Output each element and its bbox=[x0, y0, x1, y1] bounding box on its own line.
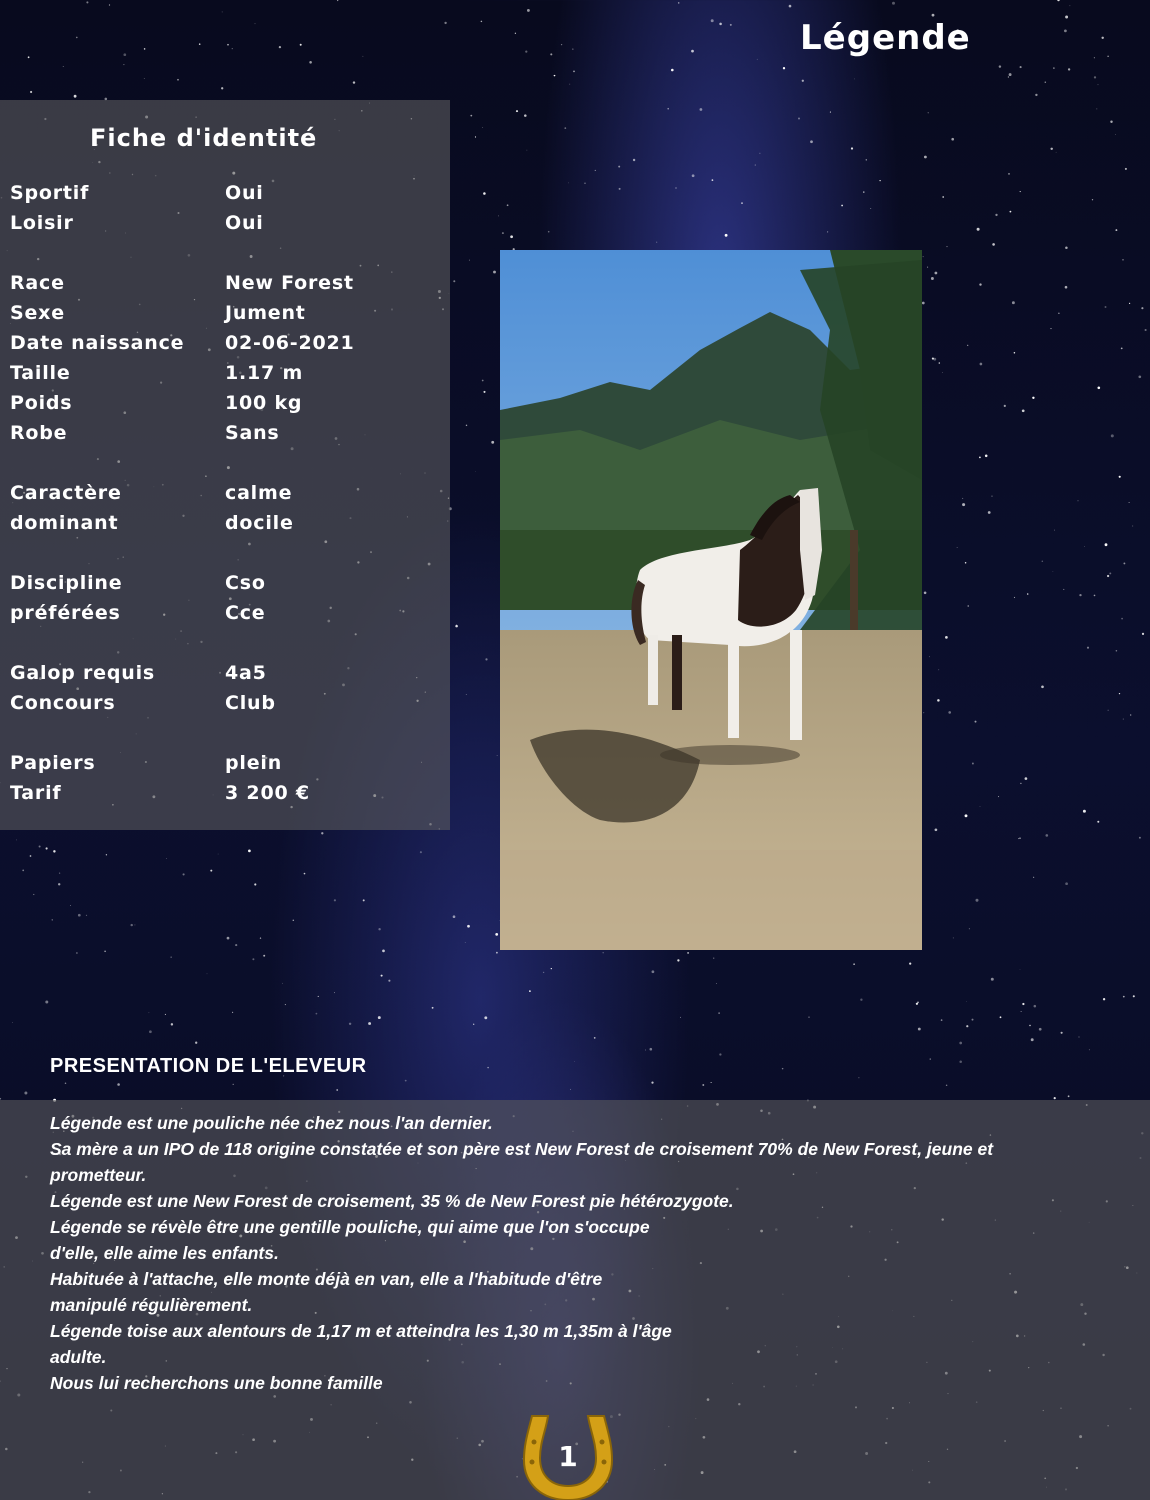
identity-row bbox=[10, 598, 440, 628]
identity-label: Concours bbox=[10, 692, 116, 714]
identity-row bbox=[10, 748, 440, 778]
page-title: Légende bbox=[800, 18, 971, 58]
presentation-title: PRESENTATION DE L'ELEVEUR bbox=[50, 1055, 367, 1077]
identity-row bbox=[10, 298, 440, 328]
identity-label: Poids bbox=[10, 392, 73, 414]
identity-value: calme bbox=[225, 482, 293, 504]
identity-label: Loisir bbox=[10, 212, 74, 234]
presentation-line: Sa mère a un IPO de 118 origine constatée et son père est New Forest de croisement 70% de New Forest, jeune et prometteur. bbox=[50, 1139, 994, 1185]
identity-value: 3 200 € bbox=[225, 782, 310, 804]
identity-label: Sportif bbox=[10, 182, 90, 204]
presentation-text bbox=[50, 1110, 1050, 1396]
horse-photo bbox=[500, 250, 922, 950]
row-spacer bbox=[10, 238, 440, 268]
identity-row bbox=[10, 178, 440, 208]
identity-row bbox=[10, 688, 440, 718]
identity-label: Sexe bbox=[10, 302, 65, 324]
identity-row bbox=[10, 388, 440, 418]
identity-value: Sans bbox=[225, 422, 280, 444]
identity-row bbox=[10, 658, 440, 688]
identity-row bbox=[10, 568, 440, 598]
identity-row bbox=[10, 358, 440, 388]
identity-label: Tarif bbox=[10, 782, 62, 804]
presentation-line: adulte. bbox=[50, 1347, 107, 1367]
identity-label: Taille bbox=[10, 362, 71, 384]
identity-row bbox=[10, 778, 440, 808]
identity-value: Oui bbox=[225, 212, 264, 234]
identity-label: Papiers bbox=[10, 752, 96, 774]
presentation-line: Légende toise aux alentours de 1,17 m et atteindra les 1,30 m 1,35m à l'âge bbox=[50, 1321, 672, 1341]
identity-rows bbox=[10, 178, 440, 808]
identity-row bbox=[10, 478, 440, 508]
identity-value: plein bbox=[225, 752, 283, 774]
identity-value: 4a5 bbox=[225, 662, 267, 684]
row-spacer bbox=[10, 628, 440, 658]
identity-label: Robe bbox=[10, 422, 68, 444]
identity-label: préférées bbox=[10, 602, 121, 624]
presentation-line: Habituée à l'attache, elle monte déjà en van, elle a l'habitude d'être bbox=[50, 1269, 603, 1289]
presentation-line: Légende est une New Forest de croisement, 35 % de New Forest pie hétérozygote. bbox=[50, 1191, 734, 1211]
identity-row bbox=[10, 328, 440, 358]
presentation-line: d'elle, elle aime les enfants. bbox=[50, 1243, 279, 1263]
row-spacer bbox=[10, 538, 440, 568]
horseshoe-badge bbox=[522, 1412, 614, 1500]
identity-row bbox=[10, 508, 440, 538]
identity-card bbox=[0, 100, 450, 830]
presentation-line: Légende se révèle être une gentille pouliche, qui aime que l'on s'occupe bbox=[50, 1217, 650, 1237]
identity-label: dominant bbox=[10, 512, 119, 534]
identity-label: Race bbox=[10, 272, 65, 294]
identity-label: Caractère bbox=[10, 482, 122, 504]
identity-value: docile bbox=[225, 512, 294, 534]
identity-label: Galop requis bbox=[10, 662, 156, 684]
identity-label: Discipline bbox=[10, 572, 123, 594]
presentation-line: manipulé régulièrement. bbox=[50, 1295, 253, 1315]
identity-value: Oui bbox=[225, 182, 264, 204]
card-title: Fiche d'identité bbox=[90, 124, 318, 152]
identity-value: 02-06-2021 bbox=[225, 332, 355, 354]
presentation-line: Nous lui recherchons une bonne famille bbox=[50, 1373, 383, 1393]
identity-label: Date naissance bbox=[10, 332, 185, 354]
badge-number: 1 bbox=[558, 1440, 578, 1473]
identity-value: 1.17 m bbox=[225, 362, 304, 384]
identity-row bbox=[10, 418, 440, 448]
presentation-line: Légende est une pouliche née chez nous l'an dernier. bbox=[50, 1113, 493, 1133]
identity-value: Cso bbox=[225, 572, 266, 594]
identity-row bbox=[10, 208, 440, 238]
identity-row bbox=[10, 268, 440, 298]
identity-value: Club bbox=[225, 692, 276, 714]
identity-value: Cce bbox=[225, 602, 266, 624]
identity-value: Jument bbox=[225, 302, 306, 324]
row-spacer bbox=[10, 448, 440, 478]
identity-value: New Forest bbox=[225, 272, 354, 294]
identity-value: 100 kg bbox=[225, 392, 303, 414]
row-spacer bbox=[10, 718, 440, 748]
